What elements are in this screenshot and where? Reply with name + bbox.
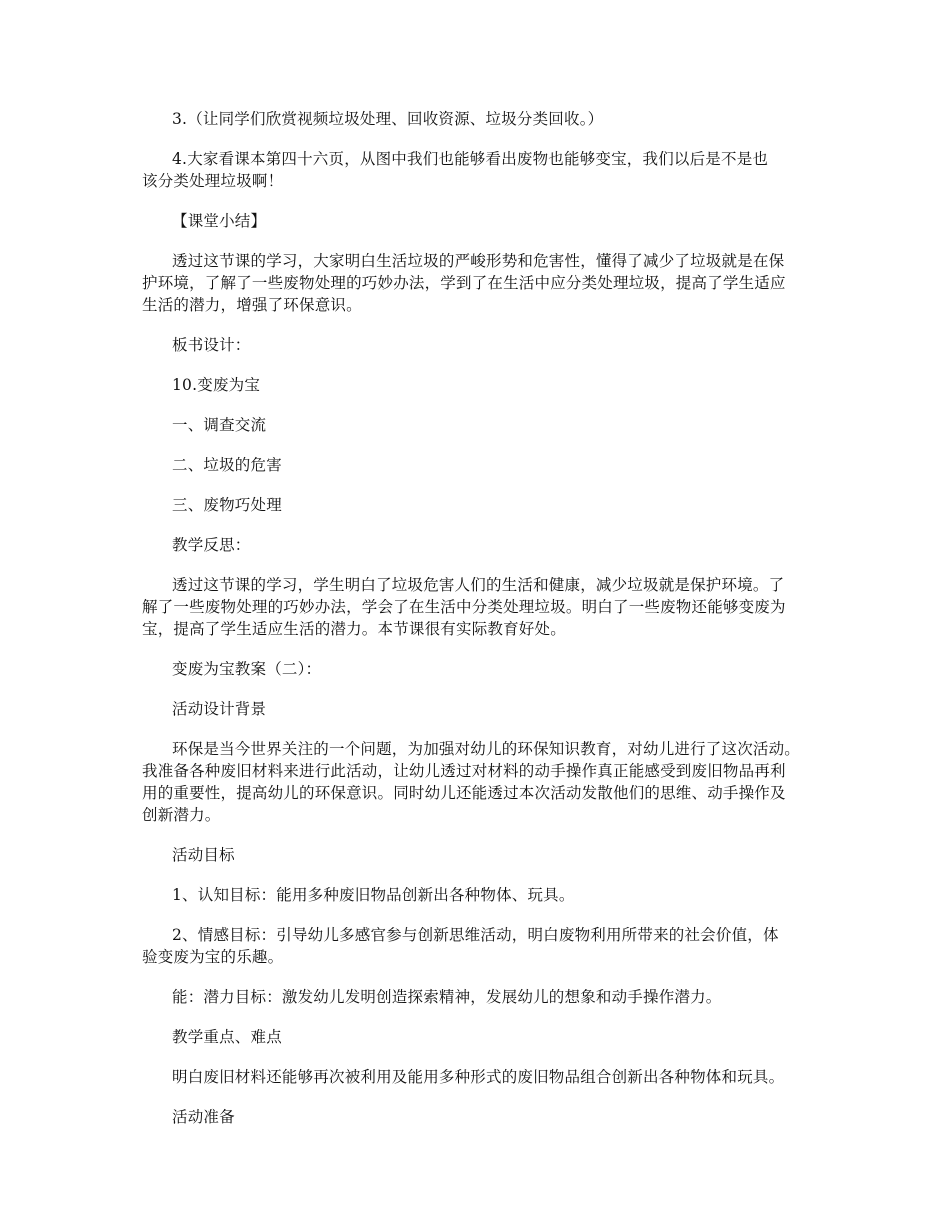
paragraph bbox=[142, 884, 812, 906]
paragraph bbox=[142, 148, 812, 192]
text-line: 验变废为宝的乐趣。 bbox=[142, 948, 284, 966]
text-line: 透过这节课的学习，大家明白生活垃圾的严峻形势和危害性，懂得了减少了垃圾就是在保 bbox=[172, 252, 785, 270]
paragraph bbox=[142, 698, 812, 720]
text-line: 生活的潜力，增强了环保意识。 bbox=[142, 296, 362, 314]
paragraph bbox=[142, 534, 812, 556]
text-line: 教学重点、难点 bbox=[172, 1028, 282, 1046]
text-line: 透过这节课的学习，学生明白了垃圾危害人们的生活和健康，减少垃圾就是保护环境。了 bbox=[172, 576, 785, 594]
paragraph bbox=[142, 986, 812, 1008]
text-line: 创新潜力。 bbox=[142, 806, 221, 824]
paragraph bbox=[142, 1106, 812, 1128]
paragraph bbox=[142, 250, 812, 316]
paragraph bbox=[142, 454, 812, 476]
paragraph bbox=[142, 108, 812, 130]
text-line: 环保是当今世界关注的一个问题，为加强对幼儿的环保知识教育，对幼儿进行了这次活动。 bbox=[172, 740, 801, 758]
text-line: 我准备各种废旧材料来进行此活动，让幼儿透过对材料的动手操作真正能感受到废旧物品再利 bbox=[142, 762, 786, 780]
paragraph bbox=[142, 844, 812, 866]
text-line: 2、情感目标：引导幼儿多感官参与创新思维活动，明白废物利用所带来的社会价值，体 bbox=[172, 926, 779, 944]
text-line: 宝，提高了学生适应生活的潜力。本节课很有实际教育好处。 bbox=[142, 620, 566, 638]
text-line: 一、调查交流 bbox=[172, 416, 267, 434]
document-page bbox=[142, 108, 812, 1146]
paragraph bbox=[142, 334, 812, 356]
text-line: 1、认知目标：能用多种废旧物品创新出各种物体、玩具。 bbox=[172, 886, 575, 904]
paragraph bbox=[142, 210, 812, 232]
paragraph bbox=[142, 374, 812, 396]
text-line: 【课堂小结】 bbox=[172, 212, 267, 230]
text-line: 护环境，了解了一些废物处理的巧妙办法，学到了在生活中应分类处理垃圾，提高了学生适应 bbox=[142, 274, 786, 292]
paragraph bbox=[142, 1026, 812, 1048]
paragraph bbox=[142, 494, 812, 516]
text-line: 解了一些废物处理的巧妙办法，学会了在生活中分类处理垃圾。明白了一些废物还能够变废为 bbox=[142, 598, 786, 616]
paragraph bbox=[142, 414, 812, 436]
text-line: 明白废旧材料还能够再次被利用及能用多种形式的废旧物品组合创新出各种物体和玩具。 bbox=[172, 1068, 785, 1086]
text-line: 4.大家看课本第四十六页，从图中我们也能够看出废物也能够变宝，我们以后是不是也 bbox=[172, 150, 769, 168]
text-line: 3.（让同学们欣赏视频垃圾处理、回收资源、垃圾分类回收。） bbox=[172, 110, 604, 128]
text-line: 活动准备 bbox=[172, 1108, 235, 1126]
paragraph bbox=[142, 658, 812, 680]
text-line: 三、废物巧处理 bbox=[172, 496, 282, 514]
paragraph bbox=[142, 738, 812, 826]
paragraph bbox=[142, 574, 812, 640]
text-line: 教学反思： bbox=[172, 536, 251, 554]
paragraph bbox=[142, 1066, 812, 1088]
text-line: 用的重要性，提高幼儿的环保意识。同时幼儿还能透过本次活动发散他们的思维、动手操作及 bbox=[142, 784, 786, 802]
text-line: 10.变废为宝 bbox=[172, 376, 261, 394]
text-line: 该分类处理垃圾啊！ bbox=[142, 172, 284, 190]
text-line: 活动目标 bbox=[172, 846, 235, 864]
text-line: 二、垃圾的危害 bbox=[172, 456, 282, 474]
paragraph bbox=[142, 924, 812, 968]
text-line: 板书设计： bbox=[172, 336, 251, 354]
text-line: 变废为宝教案（二）： bbox=[172, 660, 322, 678]
text-line: 能：潜力目标：激发幼儿发明创造探索精神，发展幼儿的想象和动手操作潜力。 bbox=[172, 988, 722, 1006]
text-line: 活动设计背景 bbox=[172, 700, 267, 718]
